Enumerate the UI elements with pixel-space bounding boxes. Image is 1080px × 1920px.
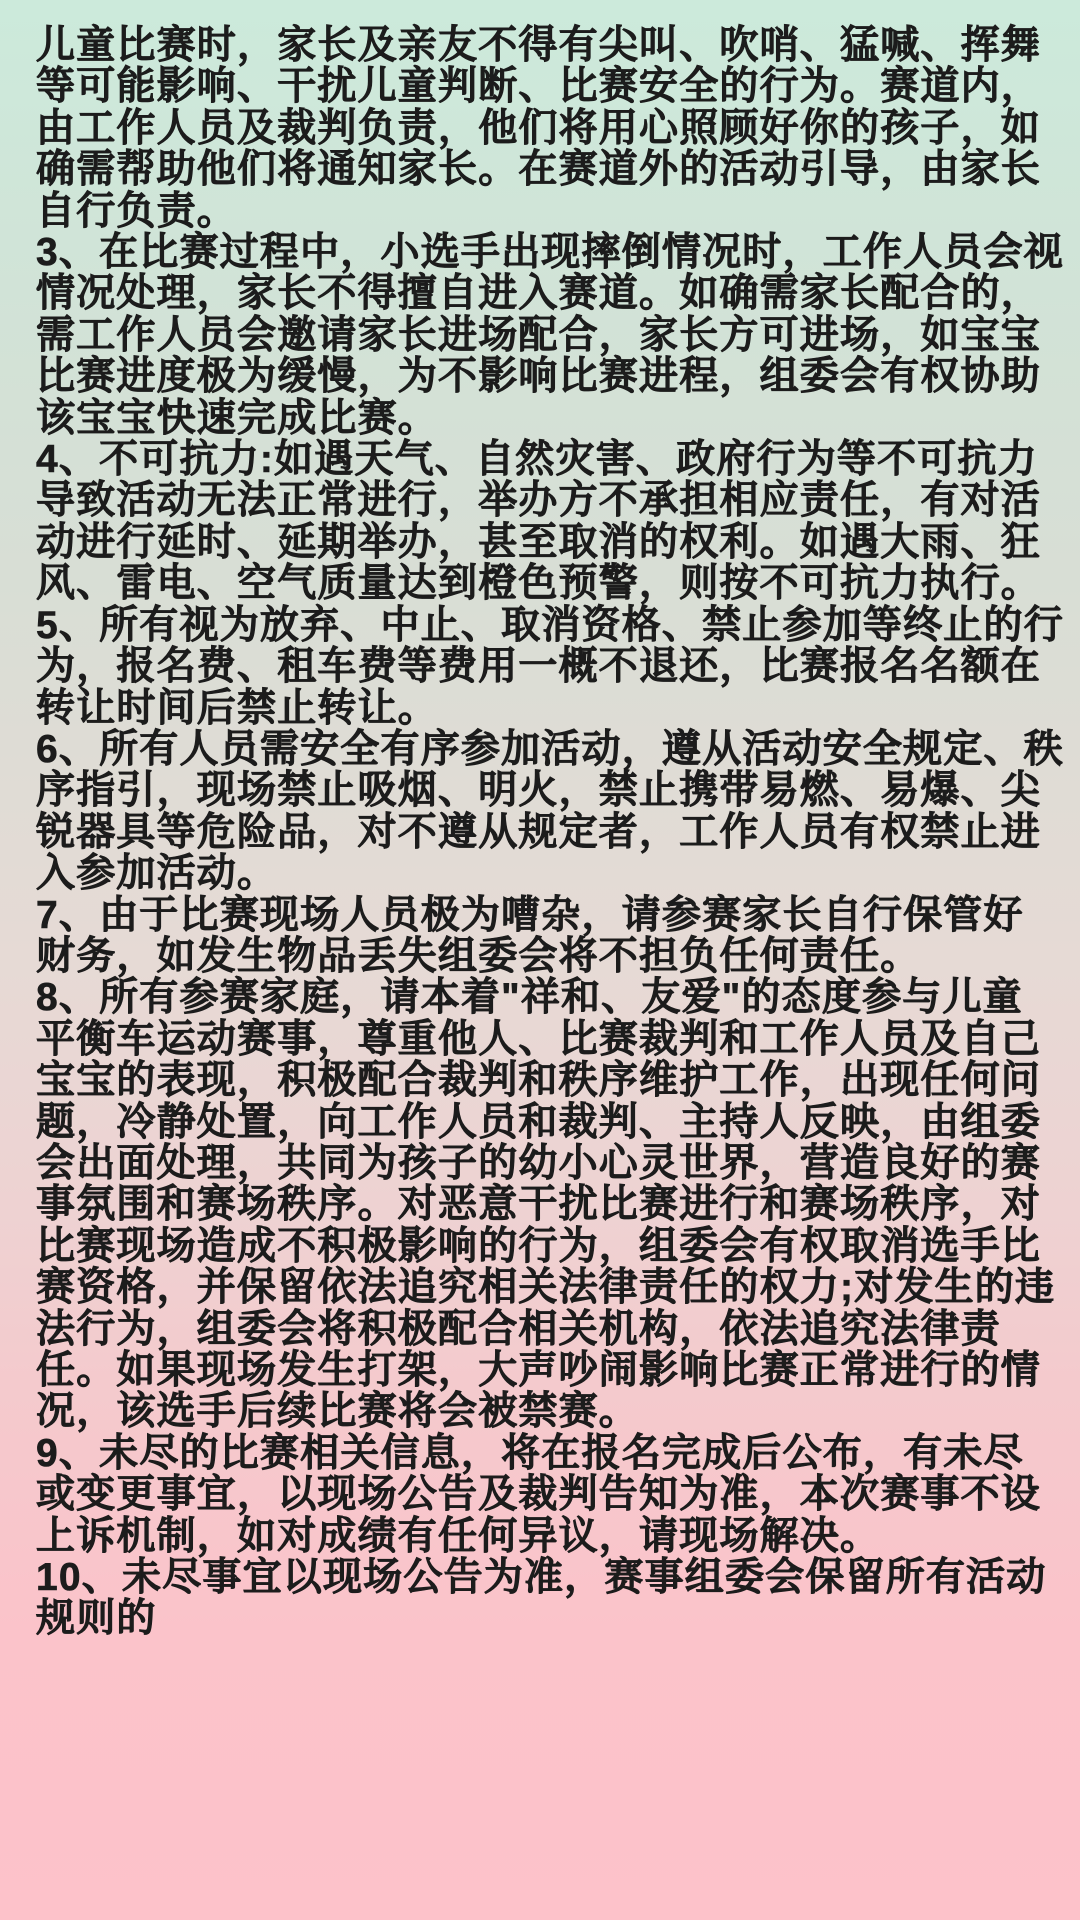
text-line: 锐器具等危险品，对不遵从规定者，工作人员有权禁止进 [36,810,1042,854]
text-line: 风、雷电、空气质量达到橙色预警，则按不可抗力执行。 [36,562,1042,606]
text-line: 转让时间后禁止转让。 [36,686,439,730]
text-line: 5、所有视为放弃、中止、取消资格、禁止参加等终止的行 [36,603,1064,647]
text-line: 事氛围和赛场秩序。对恶意干扰比赛进行和赛场秩序，对 [36,1183,1042,1227]
text-line: 入参加活动。 [36,852,278,896]
text-line: 宝宝的表现，积极配合裁判和秩序维护工作，出现任何问 [36,1059,1042,1103]
text-line: 3、在比赛过程中，小选手出现摔倒情况时，工作人员会视 [36,231,1064,275]
text-line: 儿童比赛时，家长及亲友不得有尖叫、吹哨、猛喊、挥舞 [36,24,1042,67]
text-line: 自行负责。 [36,189,238,233]
text-line: 或变更事宜，以现场公告及裁判告知为准，本次赛事不设 [36,1473,1042,1517]
text-line: 动进行延时、延期举办，甚至取消的权利。如遇大雨、狂 [36,520,1042,564]
text-line: 7、由于比赛现场人员极为嘈杂，请参赛家长自行保管好 [36,893,1024,937]
text-line: 该宝宝快速完成比赛。 [36,396,439,440]
text-line: 法行为，组委会将积极配合相关机构，依法追究法律责 [36,1307,1001,1351]
text-line: 任。如果现场发生打架，大声吵闹影响比赛正常进行的情 [36,1349,1042,1392]
text-line: 为，报名费、租车费等费用一概不退还，比赛报名名额在 [36,645,1042,689]
text-line: 题，冷静处置，向工作人员和裁判、主持人反映，由组委 [36,1100,1042,1144]
text-line: 8、所有参赛家庭，请本着"祥和、友爱"的态度参与儿童 [36,976,1023,1020]
text-line: 4、不可抗力:如遇天气、自然灾害、政府行为等不可抗力 [36,438,1038,482]
text-line: 10、未尽事宜以现场公告为准，赛事组委会保留所有活动 [36,1556,1047,1600]
text-line: 赛资格，并保留依法追究相关法律责任的权力;对发生的违 [36,1266,1056,1310]
text-line: 需工作人员会邀请家长进场配合，家长方可进场，如宝宝 [36,313,1042,357]
text-line: 财务，如发生物品丢失组委会将不担负任何责任。 [36,934,921,978]
text-line: 比赛现场造成不积极影响的行为，组委会有权取消选手比 [36,1224,1042,1268]
text-line: 情况处理，家长不得擅自进入赛道。如确需家长配合的， [36,272,1042,316]
text-line: 序指引，现场禁止吸烟、明火，禁止携带易燃、易爆、尖 [36,769,1042,813]
text-line: 由工作人员及裁判负责，他们将用心照顾好你的孩子，如 [36,106,1042,150]
text-line: 规则的 [36,1597,157,1641]
text-line: 9、未尽的比赛相关信息，将在报名完成后公布，有未尽 [36,1431,1024,1475]
text-line: 6、所有人员需安全有序参加活动，遵从活动安全规定、秩 [36,727,1064,771]
text-line: 会出面处理，共同为孩子的幼小心灵世界，营造良好的赛 [36,1141,1042,1185]
text-line: 况，该选手后续比赛将会被禁赛。 [36,1390,640,1434]
text-line: 导致活动无法正常进行，举办方不承担相应责任，有对活 [36,479,1042,523]
text-line: 确需帮助他们将通知家长。在赛道外的活动引导，由家长 [36,148,1042,192]
text-line: 平衡车运动赛事，尊重他人、比赛裁判和工作人员及自己 [36,1017,1042,1061]
text-line: 比赛进度极为缓慢，为不影响比赛进程，组委会有权协助 [36,355,1042,399]
text-line: 上诉机制，如对成绩有任何异议，请现场解决。 [36,1514,881,1558]
text-line: 等可能影响、干扰儿童判断、比赛安全的行为。赛道内， [36,65,1042,109]
